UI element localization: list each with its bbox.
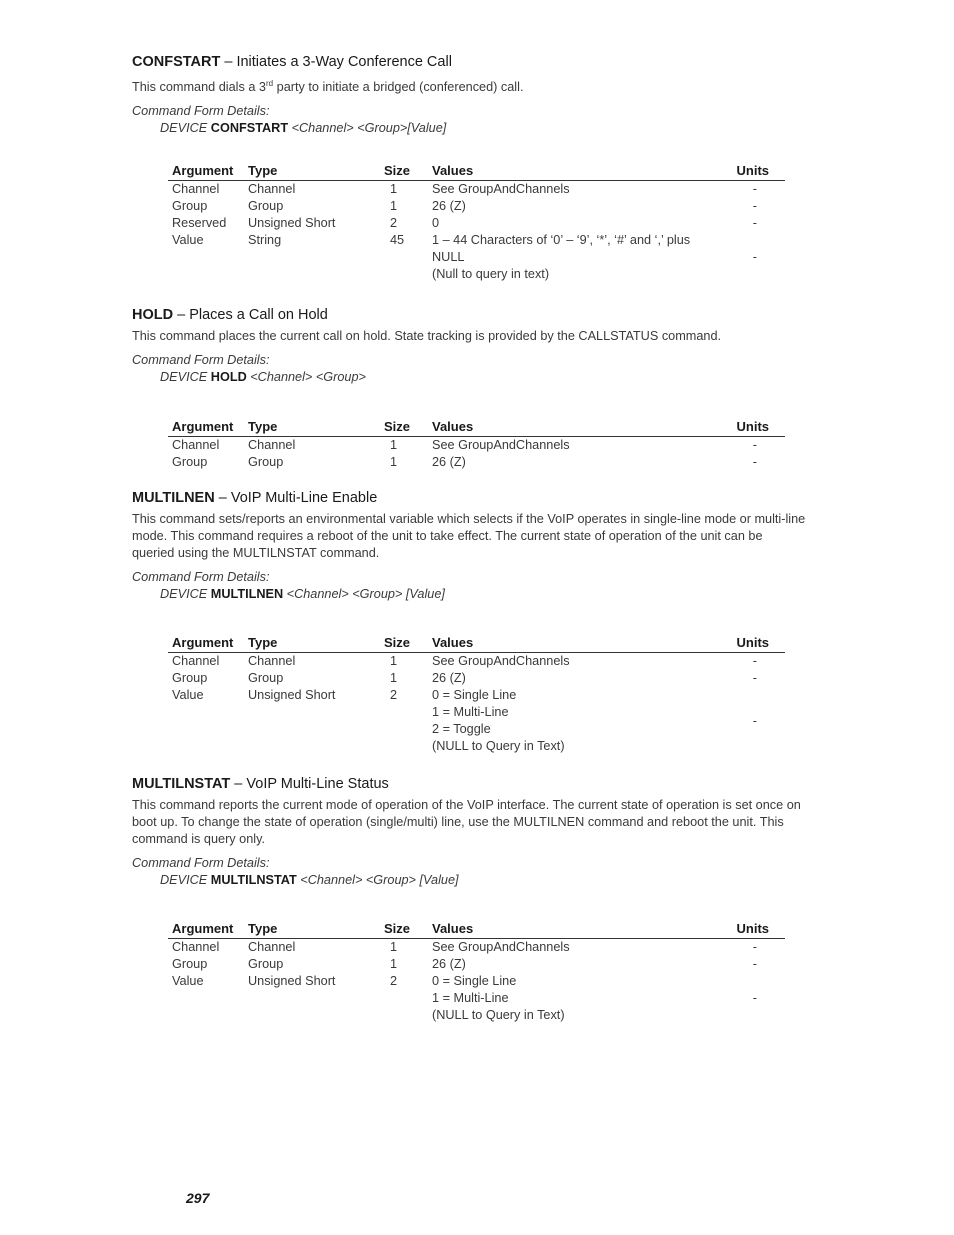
cell-values: See GroupAndChannels (432, 940, 570, 954)
column-header: Units (690, 635, 785, 653)
cell-values: See GroupAndChannels (432, 182, 570, 196)
column-header: Values (428, 163, 726, 181)
section-heading: MULTILNSTAT – VoIP Multi-Line Status (132, 776, 389, 792)
cell-values (428, 973, 690, 1024)
command-name: CONFSTART (132, 54, 221, 70)
cell-type: Unsigned Short (248, 974, 336, 988)
cell-argument: Value (172, 233, 204, 247)
command-title: Initiates a 3-Way Conference Call (236, 54, 452, 70)
cell-type: Group (248, 199, 284, 213)
cell-units: - (752, 216, 757, 230)
cell-argument: Reserved (172, 216, 227, 230)
form-command: MULTILNEN (210, 587, 284, 601)
cell-type: String (248, 233, 282, 247)
form-device: DEVICE (160, 873, 208, 887)
section-description: This command places the current call on hold. State tracking is provided by the CALLSTATUS command. (132, 329, 722, 343)
column-header: Type (244, 635, 380, 653)
command-form-label: Command Form Details: (132, 104, 270, 119)
argument-table-confstart (168, 163, 785, 283)
cell-units: - (752, 199, 757, 213)
cell-values: See GroupAndChannels (432, 438, 570, 452)
description-text: party to initiate a bridged (conferenced) call. (273, 80, 524, 95)
column-header: Argument (168, 419, 244, 437)
command-title: VoIP Multi-Line Enable (230, 490, 378, 506)
cell-values: See GroupAndChannels (432, 654, 570, 668)
section-description: This command sets/reports an environmental variable which selects if the VoIP operates in single-line mode or multi-line mode. This command requires a reboot of the unit to take effect. The current state of operation of the unit can be queried using the MULTILNSTAT command. (132, 512, 806, 560)
form-args: <Channel> <Group> [Value] (300, 873, 459, 887)
cell-units: - (752, 654, 757, 668)
table-row (168, 215, 785, 232)
section-multilnstat (132, 775, 812, 889)
form-args: <Channel> <Group> [Value] (286, 587, 445, 601)
form-command: MULTILNSTAT (210, 873, 297, 887)
cell-size: 1 (390, 199, 398, 213)
table-row (168, 198, 785, 215)
command-title: Places a Call on Hold (189, 307, 328, 323)
column-header: Size (380, 635, 428, 653)
cell-size: 1 (390, 438, 398, 452)
command-form (160, 369, 812, 386)
form-args: <Channel> <Group>[Value] (291, 121, 447, 136)
command-form-label: Command Form Details: (132, 353, 270, 367)
cell-argument: Value (172, 688, 204, 702)
cell-size: 2 (390, 216, 398, 230)
table-row (168, 939, 785, 957)
column-header: Argument (168, 635, 244, 653)
cell-type: Group (248, 957, 284, 971)
argument-table-multilnstat (168, 921, 785, 1024)
value-line: (NULL to Query in Text) (432, 739, 565, 753)
cell-units: - (752, 713, 757, 728)
value-line: 2 = Toggle (432, 722, 491, 736)
cell-units: - (752, 957, 757, 971)
value-line: 0 = Single Line (432, 974, 517, 988)
column-header: Values (428, 419, 690, 437)
cell-type: Group (248, 455, 284, 469)
section-multilnen (132, 489, 812, 603)
cell-size: 1 (390, 957, 398, 971)
section-description (132, 75, 807, 96)
cell-type: Channel (248, 438, 296, 452)
table-header-row (168, 419, 785, 437)
cell-argument: Group (172, 199, 208, 213)
cell-values (428, 687, 690, 755)
ordinal-suffix: rd (265, 79, 274, 88)
cell-size: 1 (390, 940, 398, 954)
cell-argument: Group (172, 671, 208, 685)
table-row (168, 973, 785, 1024)
cell-values: 26 (Z) (432, 957, 466, 971)
table-header-row (168, 635, 785, 653)
argument-table-multilnen (168, 635, 785, 755)
cell-values: 0 (432, 216, 440, 230)
table-header-row (168, 921, 785, 939)
cell-values: 26 (Z) (432, 199, 466, 213)
cell-size: 45 (390, 233, 405, 247)
command-form (160, 120, 812, 137)
column-header: Size (380, 921, 428, 939)
cell-values (428, 232, 726, 283)
command-form-label: Command Form Details: (132, 570, 270, 584)
table-row (168, 670, 785, 687)
table-row (168, 232, 785, 283)
table-header-row (168, 163, 785, 181)
cell-values: 26 (Z) (432, 671, 466, 685)
cell-argument: Channel (172, 182, 220, 196)
cell-argument: Channel (172, 940, 220, 954)
table-row (168, 956, 785, 973)
cell-argument: Channel (172, 654, 220, 668)
form-command: HOLD (210, 370, 247, 384)
column-header: Values (428, 635, 690, 653)
command-name: MULTILNSTAT (132, 776, 231, 792)
table-row (168, 653, 785, 671)
form-device: DEVICE (160, 121, 208, 136)
column-header: Units (690, 921, 785, 939)
cell-units: - (752, 991, 757, 1005)
cell-units: - (752, 671, 757, 685)
cell-size: 2 (390, 688, 398, 702)
cell-type: Unsigned Short (248, 688, 336, 702)
form-device: DEVICE (160, 587, 208, 601)
command-form (160, 872, 812, 889)
cell-argument: Group (172, 455, 208, 469)
column-header: Size (380, 419, 428, 437)
section-heading: CONFSTART – Initiates a 3-Way Conference Call (132, 54, 452, 70)
form-command: CONFSTART (210, 121, 289, 136)
command-title: VoIP Multi-Line Status (246, 776, 389, 792)
value-line: 1 = Multi-Line (432, 991, 509, 1005)
argument-table-hold (168, 419, 785, 471)
cell-type: Channel (248, 940, 296, 954)
cell-argument: Value (172, 974, 204, 988)
cell-size: 1 (390, 671, 398, 685)
cell-size: 1 (390, 455, 398, 469)
command-name: MULTILNEN (132, 490, 215, 506)
value-line: (NULL to Query in Text) (432, 1008, 565, 1022)
value-line: 1 – 44 Characters of ‘0’ – ‘9’, ‘*’, ‘#’ and ‘,’ plus (432, 233, 691, 247)
column-header: Type (244, 163, 380, 181)
section-description: This command reports the current mode of operation of the VoIP interface. The current state of operation is set once on boot up. To change the state of operation (single/multi) line, use the MULTILNEN command and reboot the unit. This command is query only. (132, 798, 801, 846)
section-hold (132, 306, 812, 386)
value-line: (Null to query in text) (432, 267, 550, 281)
form-device: DEVICE (160, 370, 208, 384)
section-heading: HOLD – Places a Call on Hold (132, 307, 328, 323)
command-form-label: Command Form Details: (132, 856, 270, 870)
column-header: Argument (168, 163, 244, 181)
value-line: NULL (432, 250, 465, 264)
section-heading: MULTILNEN – VoIP Multi-Line Enable (132, 490, 378, 506)
table-row (168, 181, 785, 199)
cell-units: - (752, 455, 757, 469)
cell-type: Group (248, 671, 284, 685)
cell-type: Unsigned Short (248, 216, 336, 230)
cell-argument: Group (172, 957, 208, 971)
cell-units: - (752, 182, 757, 196)
cell-type: Channel (248, 654, 296, 668)
column-header: Values (428, 921, 690, 939)
cell-units: - (752, 438, 757, 452)
command-form (160, 586, 812, 603)
cell-values: 26 (Z) (432, 455, 466, 469)
column-header: Units (726, 163, 785, 181)
cell-units: - (752, 940, 757, 954)
table-row (168, 454, 785, 471)
table-row (168, 437, 785, 455)
cell-size: 1 (390, 182, 398, 196)
cell-units: - (752, 250, 757, 264)
value-line: 1 = Multi-Line (432, 705, 509, 719)
column-header: Type (244, 921, 380, 939)
form-args: <Channel> <Group> (250, 370, 366, 384)
description-text: This command dials a 3 (132, 80, 266, 95)
cell-size: 2 (390, 974, 398, 988)
table-row (168, 687, 785, 755)
value-line: 0 = Single Line (432, 688, 517, 702)
column-header: Size (380, 163, 428, 181)
command-name: HOLD (132, 307, 174, 323)
section-confstart (132, 53, 812, 137)
cell-type: Channel (248, 182, 296, 196)
page-number: 297 (186, 1190, 210, 1206)
cell-argument: Channel (172, 438, 220, 452)
cell-size: 1 (390, 654, 398, 668)
column-header: Units (690, 419, 785, 437)
column-header: Type (244, 419, 380, 437)
column-header: Argument (168, 921, 244, 939)
